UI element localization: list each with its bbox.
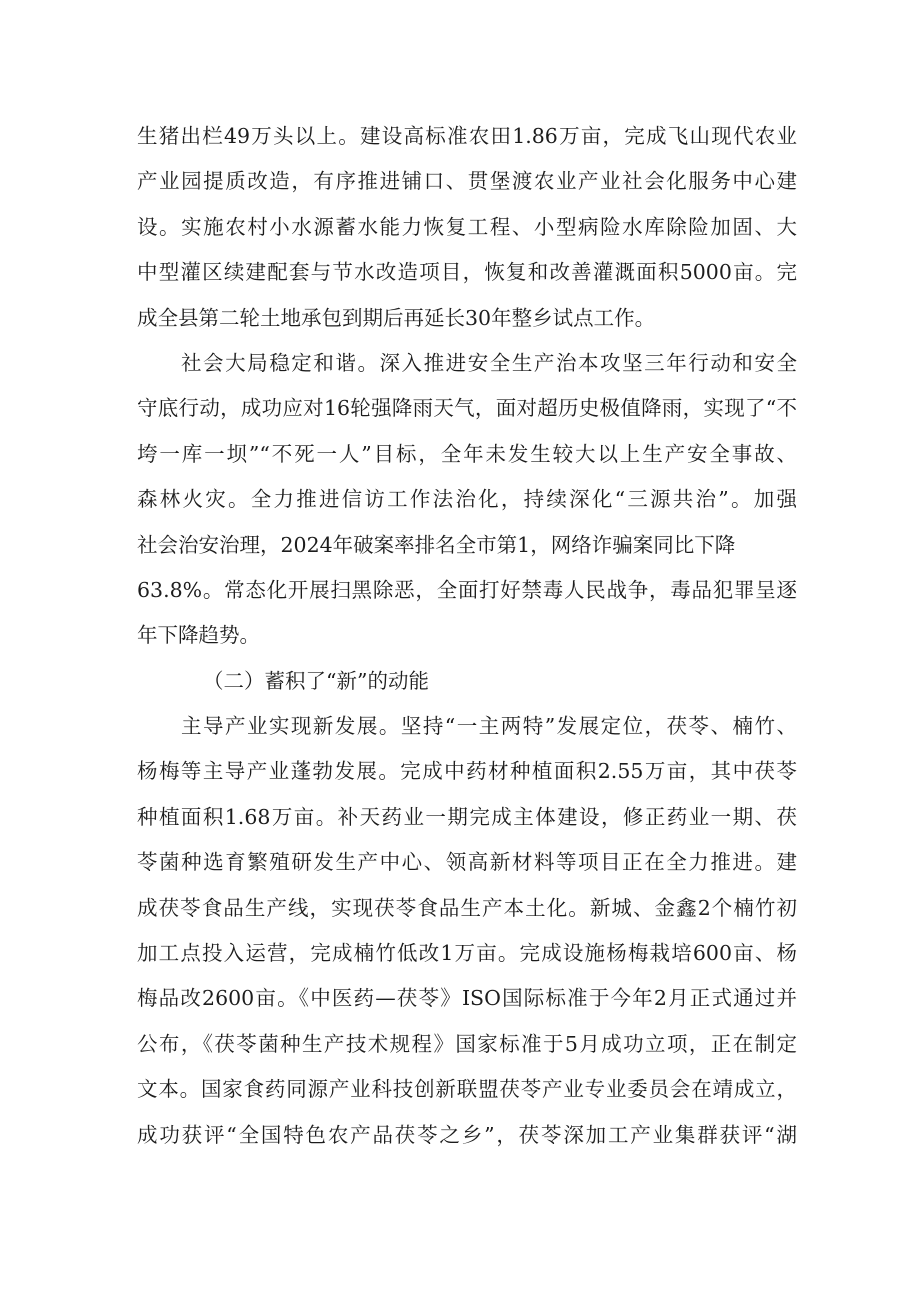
text-line: 成功获评“全国特色农产品茯苓之乡”，茯苓深加工产业集群获评“湖: [137, 1122, 797, 1147]
text-line: 设。实施农村小水源蓄水能力恢复工程、小型病险水库除险加固、大: [137, 214, 797, 239]
text-line: 成全县第二轮土地承包到期后再延长30年整乡试点工作。: [137, 305, 656, 330]
text-line: 年下降趋势。: [137, 623, 260, 648]
paragraph-leading-industries: [137, 704, 797, 1158]
text-line: 森林火灾。全力推进信访工作法治化，持续深化“三源共治”。加强: [137, 487, 797, 512]
document-body: [137, 114, 797, 1158]
text-line: 文本。国家食药同源产业科技创新联盟茯苓产业专业委员会在靖成立，: [137, 1077, 797, 1102]
text-line: 加工点投入运营，完成楠竹低改1万亩。完成设施杨梅栽培600亩、杨: [137, 941, 797, 966]
text-line: 种植面积1.68万亩。补天药业一期完成主体建设，修正药业一期、茯: [137, 804, 797, 829]
text-line: 中型灌区续建配套与节水改造项目，恢复和改善灌溉面积5000亩。完: [137, 260, 797, 285]
text-line: 成茯苓食品生产线，实现茯苓食品生产本土化。新城、金鑫2个楠竹初: [137, 895, 797, 920]
paragraph-social-stability: [137, 341, 797, 659]
text-line: 63.8%。常态化开展扫黑除恶，全面打好禁毒人民战争，毒品犯罪呈逐: [137, 577, 797, 602]
text-line: 苓菌种选育繁殖研发生产中心、领高新材料等项目正在全力推进。建: [137, 850, 797, 875]
text-line: 垮一库一坝”“不死一人”目标，全年未发生较大以上生产安全事故、: [137, 441, 797, 466]
paragraph-agriculture: [137, 114, 797, 341]
text-line: 公布，《茯苓菌种生产技术规程》国家标准于5月成功立项，正在制定: [137, 1031, 797, 1056]
text-line: 主导产业实现新发展。坚持“一主两特”发展定位，茯苓、楠竹、: [181, 714, 797, 739]
text-line: 产业园提质改造，有序推进铺口、贯堡渡农业产业社会化服务中心建: [137, 169, 797, 194]
text-line: 守底行动，成功应对16轮强降雨天气，面对超历史极值降雨，实现了“不: [137, 396, 797, 421]
text-line: 生猪出栏49万头以上。建设高标准农田1.86万亩，完成飞山现代农业: [137, 124, 797, 148]
section-heading: [137, 659, 797, 704]
section-heading-text: （二）蓄积了“新”的动能: [203, 668, 429, 693]
text-line: 杨梅等主导产业蓬勃发展。完成中药材种植面积2.55万亩，其中茯苓: [137, 759, 797, 784]
text-line: 梅品改2600亩。《中医药—茯苓》ISO国际标准于今年2月正式通过并: [137, 986, 797, 1011]
text-line: 社会大局稳定和谐。深入推进安全生产治本攻坚三年行动和安全: [181, 350, 797, 375]
text-line: 社会治安治理，2024年破案率排名全市第1，网络诈骗案同比下降: [137, 532, 736, 557]
